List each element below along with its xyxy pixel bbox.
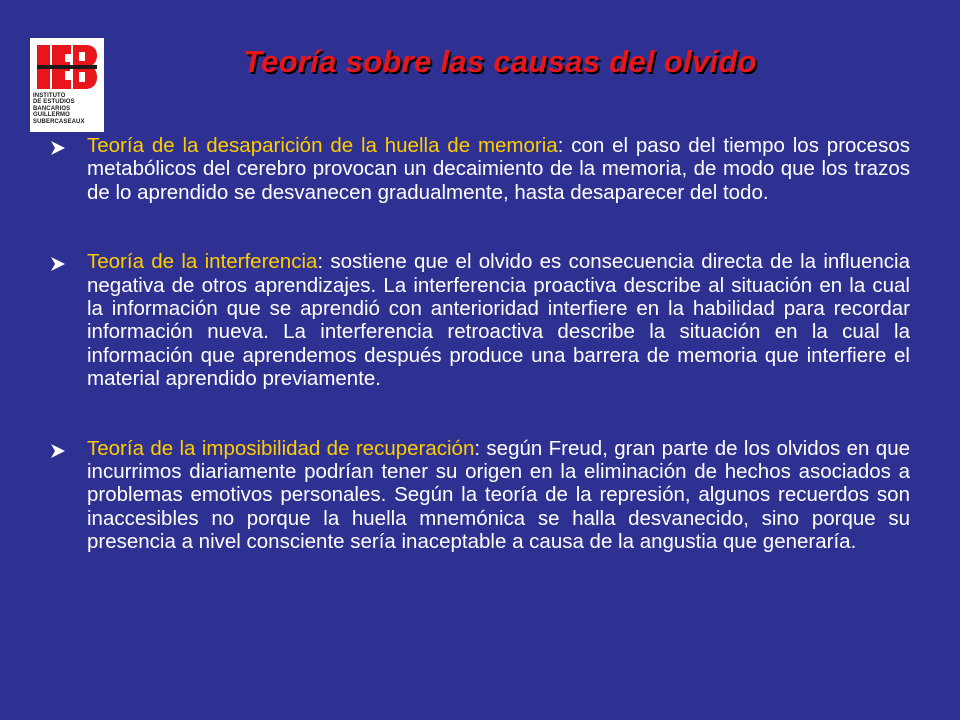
logo-wordmark bbox=[33, 93, 101, 125]
bullet-term: Teoría de la imposibilidad de recuperación bbox=[87, 436, 475, 460]
bullet-text bbox=[87, 134, 910, 204]
bullet-item bbox=[50, 134, 910, 204]
arrow-bullet-icon bbox=[50, 140, 66, 156]
bullet-term: Teoría de la interferencia bbox=[87, 250, 318, 274]
bullet-text bbox=[87, 437, 910, 554]
logo-line: INSTITUTO bbox=[33, 93, 66, 99]
slide-title: Teoría sobre las causas del olvido bbox=[243, 44, 757, 79]
ieb-logo-icon bbox=[36, 43, 98, 91]
bullet-list bbox=[50, 134, 910, 554]
bullet-body: : sostiene que el olvido es consecuencia directa de la influencia negativa de otros aprendizajes. La interferencia proactiva describe al situación en la cual la información que se aprendió con anterioridad interfiere en la habilidad para recordar información nueva. La interferencia retroactiva describe la situación en la cual la información que aprendemos después produce una barrera de memoria que interfiere el material aprendido previamente. bbox=[87, 250, 910, 391]
bullet-body: : con el paso del tiempo los procesos metabólicos del cerebro provocan un decaimiento de la memoria, de modo que los trazos de lo aprendido se desvanecen gradualmente, hasta desaparecer del todo. bbox=[87, 134, 910, 204]
bullet-item bbox=[50, 250, 910, 390]
bullet-item bbox=[50, 437, 910, 554]
bullet-body: : según Freud, gran parte de los olvidos en que incurrimos diariamente podrían tener su origen en la eliminación de hechos asociados a problemas emotivos personales. Según la teoría de la represión, algunos recuerdos son inaccesibles no porque la huella mnemónica se halla desvanecido, sino porque su presencia a nivel consciente sería inaceptable a causa de la angustia que generaría. bbox=[87, 436, 911, 554]
logo-line: SUBERCASEAUX bbox=[33, 118, 85, 125]
logo-line: BANCARIOS bbox=[33, 105, 71, 112]
bullet-term: Teoría de la desaparición de la huella de memoria bbox=[87, 134, 558, 157]
institute-logo bbox=[30, 38, 104, 132]
bullet-text bbox=[87, 250, 910, 390]
arrow-bullet-icon bbox=[50, 256, 66, 272]
logo-line: DE ESTUDIOS bbox=[33, 99, 75, 106]
logo-line: GUILLERMO bbox=[33, 112, 70, 119]
arrow-bullet-icon bbox=[50, 443, 66, 459]
